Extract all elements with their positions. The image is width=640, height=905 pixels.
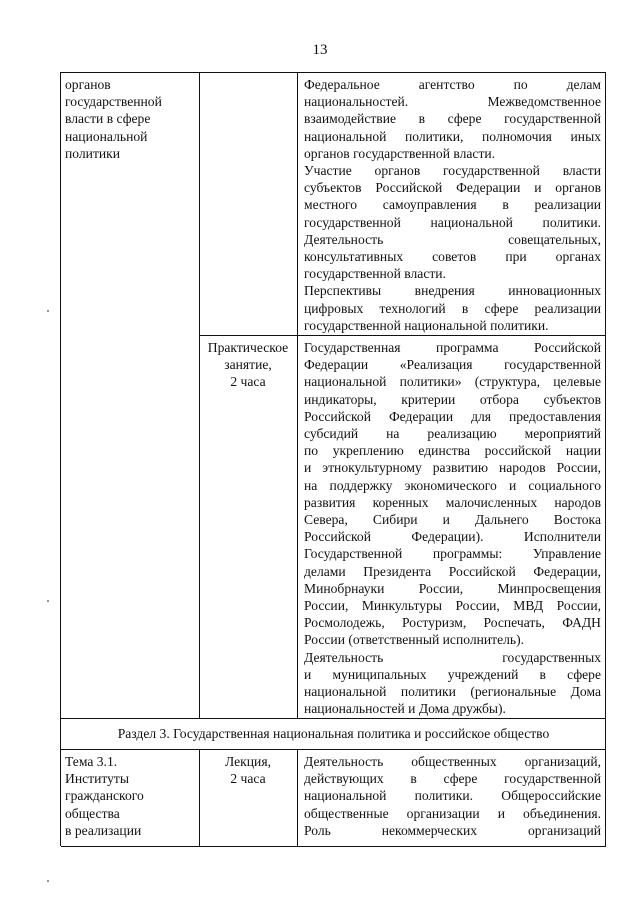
text-line: Практическое (207, 340, 289, 355)
row-divider-page-bottom (61, 846, 606, 847)
text-line: в реализации (65, 822, 142, 838)
paragraph (304, 649, 601, 718)
text-line: Институты (65, 771, 129, 787)
text-line: Деятельность общественных организаций, (304, 754, 601, 769)
scan-speck (47, 600, 49, 602)
text-line: Федерации «Реализация государственной (304, 357, 601, 373)
text-line: 2 часа (230, 771, 266, 787)
text-line: Российской Федерации). Исполнители (304, 529, 601, 545)
text-line: национальностей и Дома дружбы). (304, 701, 506, 717)
topic-cell-block1 (65, 76, 195, 162)
text-line: взаимодействие в сфере государственной (304, 111, 601, 127)
column-divider-2b (297, 749, 298, 847)
text-line: действующих в сфере государственной (304, 771, 601, 787)
text-line: Государственной программы: Управление (304, 546, 601, 562)
page-number: 13 (312, 42, 328, 58)
text-line: субъектов Российской Федерации и органов (304, 180, 601, 196)
curriculum-table (60, 72, 606, 846)
lesson-type-cell-block2 (201, 339, 295, 391)
text-line: Росмолодежь, Ростуризм, Роспечать, ФАДН (304, 615, 601, 631)
lesson-type-cell-block3 (201, 753, 295, 787)
paragraph (304, 339, 601, 649)
text-line: национальной (65, 128, 148, 144)
topic-cell-block3 (65, 753, 195, 839)
text-line: общественные организации и объединения. (304, 805, 601, 821)
text-line: и муниципальных учреждений в сфере (304, 666, 601, 682)
text-line: Российской Федерации для предоставления (304, 408, 601, 424)
text-line: органов (65, 77, 111, 92)
text-line: местного самоуправления в реализации (304, 197, 601, 213)
text-line: России, Минкультуры России, МВД России, (304, 598, 601, 614)
content-cell-block3 (304, 753, 601, 839)
text-line: Государственная программа Российской (304, 340, 601, 355)
text-line: Лекция, (225, 754, 271, 769)
column-divider-1 (199, 73, 200, 718)
scan-speck (47, 880, 49, 882)
text-line: государственной (65, 94, 162, 110)
paragraph (304, 162, 601, 282)
text-line: Перспективы внедрения инновационных (304, 283, 601, 299)
text-line: Минобрнауки России, Минпросвещения (304, 580, 601, 596)
text-line: государственной национальной политики. (304, 317, 549, 333)
text-line: и этнокультурному развитию народов России, (304, 460, 601, 476)
text-line: Федеральное агентство по делам (304, 77, 601, 92)
text-line: занятие, (224, 357, 272, 373)
text-line: консультативных советов при органах (304, 249, 601, 265)
text-line: общества (65, 805, 120, 821)
row-divider-practical (199, 335, 606, 336)
text-line: национальной политики (региональные Дома (304, 684, 601, 700)
text-line: по укреплению единства российской нации (304, 443, 601, 459)
text-line: власти в сфере (65, 111, 151, 127)
text-line: национальной политики, полномочия иных (304, 128, 601, 144)
text-line: Деятельность государственных (304, 649, 601, 665)
content-cell-block1 (304, 76, 601, 334)
section-3-title: Раздел 3. Государственная национальная политика и российское общество (117, 726, 550, 741)
text-line: развития коренных малочисленных народов (304, 494, 601, 510)
scan-speck (47, 310, 49, 312)
text-line: России (ответственный исполнитель). (304, 632, 525, 648)
text-line: государственной национальной политики. (304, 214, 601, 230)
paragraph (304, 76, 601, 162)
text-line: 2 часа (230, 374, 266, 390)
text-line: субсидий на реализацию мероприятий (304, 426, 601, 442)
text-line: цифровых технологий в сфере реализации (304, 300, 601, 316)
column-divider-1b (199, 749, 200, 847)
text-line: Севера, Сибири и Дальнего Востока (304, 512, 601, 528)
row-divider-section3-top (61, 718, 606, 719)
text-line: на поддержку экономического и социального (304, 477, 601, 493)
paragraph (304, 282, 601, 334)
text-line: Участие органов государственной власти (304, 163, 601, 179)
text-line: национальностей. Межведомственное (304, 94, 601, 110)
text-line: политики (65, 145, 121, 161)
text-line: органов государственной власти. (304, 145, 496, 161)
text-line: Роль некоммерческих организаций (304, 822, 601, 838)
text-line: гражданского (65, 788, 144, 804)
text-line: индикаторы, критерии отбора субъектов (304, 391, 601, 407)
text-line: национальной политики. Общероссийские (304, 788, 601, 804)
content-cell-block2 (304, 339, 601, 717)
text-line: государственной власти. (304, 266, 446, 282)
column-divider-2 (297, 73, 298, 718)
text-line: Деятельность совещательных, (304, 231, 601, 247)
row-divider-section3-bottom (61, 749, 606, 750)
text-line: Тема 3.1. (65, 754, 118, 769)
text-line: национальной политики» (структура, целевые (304, 374, 601, 390)
text-line: делами Президента Российской Федерации, (304, 563, 601, 579)
